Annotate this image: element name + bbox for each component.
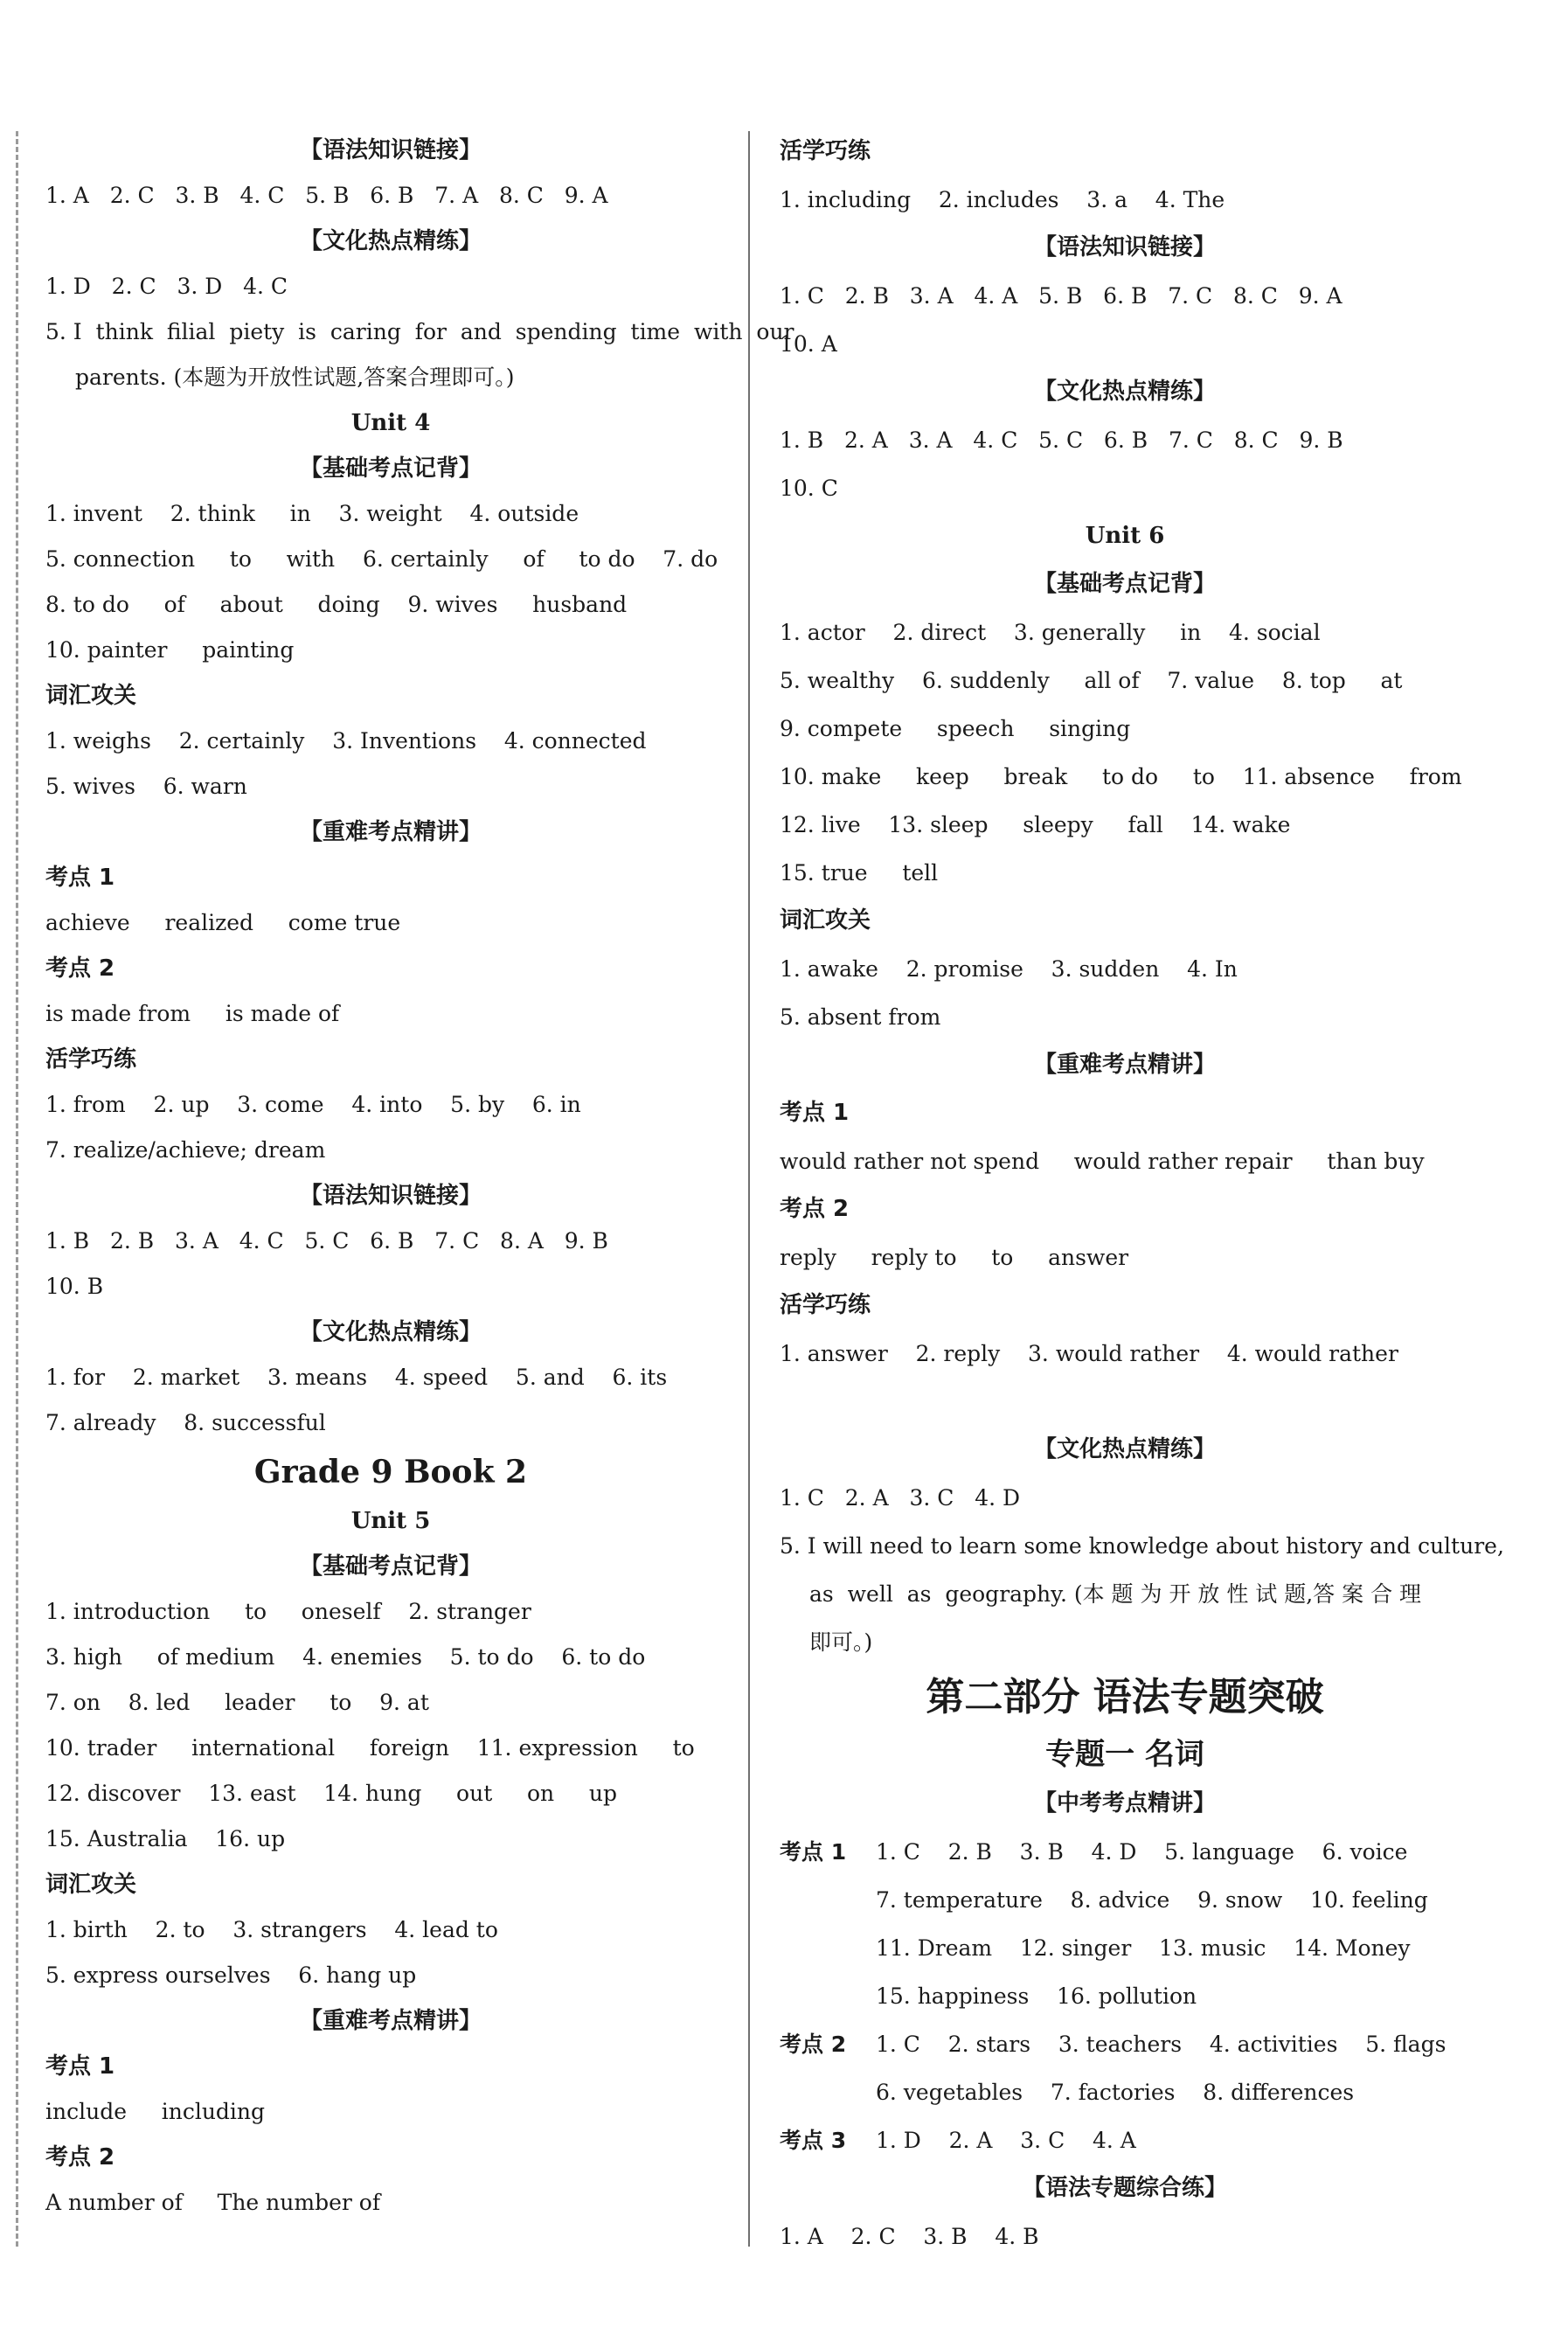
answer-line: 8. to do of about doing 9. wives husband bbox=[45, 592, 628, 617]
answer-line: 5. I will need to learn some knowledge about history and culture, bbox=[780, 1533, 1504, 1559]
answer-line: 1. B 2. A 3. A 4. C 5. C 6. B 7. C 8. C 9. B bbox=[780, 427, 1343, 453]
answer-line: would rather not spend would rather repair than buy bbox=[780, 1149, 1425, 1174]
key-point-label: 考点 3 bbox=[780, 2128, 847, 2153]
subsection-label: 活学巧练 bbox=[780, 138, 871, 164]
answer-line: 5. connection to with 6. certainly of to do 7. do bbox=[45, 546, 718, 572]
answer-line: 7. on 8. led leader to 9. at bbox=[45, 1690, 429, 1715]
answer-line: 5. absent from bbox=[780, 1004, 941, 1030]
answer-line: 10. trader international foreign 11. expression to bbox=[45, 1735, 695, 1761]
answer-line: as well as geography. (本 题 为 开 放 性 试 题,答 案 合 理 bbox=[809, 1581, 1422, 1607]
section-header: 【文化热点精练】 bbox=[299, 1319, 482, 1345]
answer-line: 1. actor 2. direct 3. generally in 4. social bbox=[780, 620, 1321, 645]
blank-gap bbox=[780, 1378, 1470, 1426]
answer-line: 1. including 2. includes 3. a 4. The bbox=[780, 187, 1225, 212]
answer-line: 10. painter painting bbox=[45, 637, 295, 663]
answer-line: 7. already 8. successful bbox=[45, 1410, 326, 1435]
section-header: 【文化热点精练】 bbox=[1033, 379, 1216, 405]
subsection-label: 词汇攻关 bbox=[45, 1872, 137, 1898]
binding-dashed-line bbox=[16, 131, 18, 2247]
section-header: 【文化热点精练】 bbox=[299, 228, 482, 254]
answer-line: achieve realized come true bbox=[45, 910, 401, 935]
answer-line: 11. Dream 12. singer 13. music 14. Money bbox=[876, 1935, 1411, 1961]
answer-line: 6. vegetables 7. factories 8. differences bbox=[876, 2080, 1355, 2105]
answer-line: parents. (本题为开放性试题,答案合理即可。) bbox=[75, 365, 515, 390]
section-header: 【语法知识链接】 bbox=[299, 1183, 482, 1209]
answer-line: 10. make keep break to do to 11. absence from bbox=[780, 764, 1462, 789]
key-point-block-3 bbox=[780, 2116, 1470, 2164]
section-header: 【基础考点记背】 bbox=[1033, 571, 1216, 597]
answer-line: 3. high of medium 4. enemies 5. to do 6. to do bbox=[45, 1644, 646, 1670]
answer-line: 1. C 2. A 3. C 4. D bbox=[780, 1485, 1021, 1511]
answer-line: 1. answer 2. reply 3. would rather 4. would rather bbox=[780, 1341, 1398, 1366]
answer-line: 1. C 2. stars 3. teachers 4. activities 5. flags bbox=[876, 2032, 1447, 2057]
part-title: 第二部分 语法专题突破 bbox=[926, 1675, 1324, 1719]
answer-line: 1. C 2. B 3. B 4. D 5. language 6. voice bbox=[876, 1839, 1408, 1865]
answer-line: 1. C 2. B 3. A 4. A 5. B 6. B 7. C 8. C 9. A bbox=[780, 283, 1343, 309]
answer-line: 12. live 13. sleep sleepy fall 14. wake bbox=[780, 812, 1291, 837]
answer-line: 1. invent 2. think in 3. weight 4. outside bbox=[45, 501, 579, 526]
section-header: 【语法专题综合练】 bbox=[1022, 2175, 1227, 2201]
section-header: 【文化热点精练】 bbox=[1033, 1436, 1216, 1462]
section-header: 【中考考点精讲】 bbox=[1033, 1790, 1216, 1816]
section-header: 【重难考点精讲】 bbox=[299, 2008, 482, 2034]
answer-line: 1. weighs 2. certainly 3. Inventions 4. connected bbox=[45, 728, 647, 754]
grade-book-title: Grade 9 Book 2 bbox=[253, 1454, 528, 1490]
subsection-label: 活学巧练 bbox=[45, 1046, 137, 1073]
answer-line: 1. for 2. market 3. means 4. speed 5. and 6. its bbox=[45, 1365, 668, 1390]
answer-line: 1. B 2. B 3. A 4. C 5. C 6. B 7. C 8. A 9. B bbox=[45, 1228, 608, 1254]
answer-line: 1. awake 2. promise 3. sudden 4. In bbox=[780, 956, 1238, 982]
key-point-label: 考点 1 bbox=[780, 1100, 850, 1126]
key-point-answers bbox=[876, 1828, 1428, 2020]
answer-line: 15. true tell bbox=[780, 860, 939, 886]
key-point-label: 考点 1 bbox=[45, 865, 115, 891]
answer-line: 9. compete speech singing bbox=[780, 716, 1131, 741]
answer-line: 1. D 2. C 3. D 4. C bbox=[45, 274, 288, 299]
answer-line: 7. temperature 8. advice 9. snow 10. feeling bbox=[876, 1887, 1428, 1913]
key-point-answers bbox=[876, 2020, 1446, 2116]
answer-line: 15. Australia 16. up bbox=[45, 1826, 286, 1851]
answer-line: is made from is made of bbox=[45, 1001, 340, 1026]
unit-title: Unit 4 bbox=[350, 410, 431, 436]
section-header: 【基础考点记背】 bbox=[299, 1553, 482, 1580]
answer-line: 12. discover 13. east 14. hung out on up bbox=[45, 1781, 617, 1806]
unit-title: Unit 5 bbox=[350, 1508, 431, 1534]
answer-line: 1. introduction to oneself 2. stranger bbox=[45, 1599, 531, 1624]
answer-line: 1. A 2. C 3. B 4. C 5. B 6. B 7. A 8. C 9. A bbox=[45, 183, 608, 208]
subsection-label: 活学巧练 bbox=[780, 1292, 871, 1318]
answer-line: 10. B bbox=[45, 1274, 104, 1299]
answer-line: A number of The number of bbox=[45, 2190, 381, 2215]
key-point-label: 考点 2 bbox=[780, 1196, 850, 1222]
answer-line: 1. A 2. C 3. B 4. B bbox=[780, 2224, 1039, 2249]
topic-title: 专题一 名词 bbox=[1045, 1737, 1204, 1772]
answer-line: 即可。) bbox=[809, 1629, 873, 1655]
section-header: 【重难考点精讲】 bbox=[299, 819, 482, 845]
subsection-label: 词汇攻关 bbox=[45, 683, 137, 709]
answer-line: 5. wealthy 6. suddenly all of 7. value 8. top at bbox=[780, 668, 1403, 693]
key-point-label: 考点 1 bbox=[780, 1839, 847, 1865]
subsection-label: 词汇攻关 bbox=[780, 907, 871, 934]
answer-line: reply reply to to answer bbox=[780, 1245, 1129, 1270]
unit-title: Unit 6 bbox=[1085, 523, 1165, 549]
answer-line: 1. birth 2. to 3. strangers 4. lead to bbox=[45, 1917, 498, 1942]
answer-line: 5. express ourselves 6. hang up bbox=[45, 1962, 417, 1988]
answer-line: 7. realize/achieve; dream bbox=[45, 1137, 326, 1163]
key-point-block-2 bbox=[780, 2020, 1470, 2116]
answer-line: 5. I think filial piety is caring for and spending time with our bbox=[45, 319, 794, 344]
section-header: 【重难考点精讲】 bbox=[1033, 1052, 1216, 1078]
section-header: 【基础考点记背】 bbox=[299, 455, 482, 482]
key-point-label: 考点 2 bbox=[45, 2144, 115, 2171]
left-column bbox=[45, 128, 794, 2226]
key-point-label: 考点 2 bbox=[45, 955, 115, 982]
key-point-label: 考点 2 bbox=[780, 2032, 847, 2057]
answer-line: 10. C bbox=[780, 476, 838, 501]
key-point-label: 考点 1 bbox=[45, 2053, 115, 2080]
answer-line: 1. from 2. up 3. come 4. into 5. by 6. in bbox=[45, 1092, 581, 1117]
answer-line: 1. D 2. A 3. C 4. A bbox=[876, 2128, 1136, 2153]
section-header: 【语法知识链接】 bbox=[299, 137, 482, 163]
right-column bbox=[780, 128, 1504, 2261]
key-point-block-1 bbox=[780, 1828, 1470, 2020]
section-header: 【语法知识链接】 bbox=[1033, 234, 1216, 260]
key-point-answers bbox=[876, 2116, 1136, 2164]
answer-line: 15. happiness 16. pollution bbox=[876, 1983, 1197, 2009]
answer-line: 10. A bbox=[780, 331, 837, 357]
answer-line: include including bbox=[45, 2099, 266, 2124]
answer-line: 5. wives 6. warn bbox=[45, 774, 247, 799]
column-divider bbox=[748, 131, 750, 2247]
